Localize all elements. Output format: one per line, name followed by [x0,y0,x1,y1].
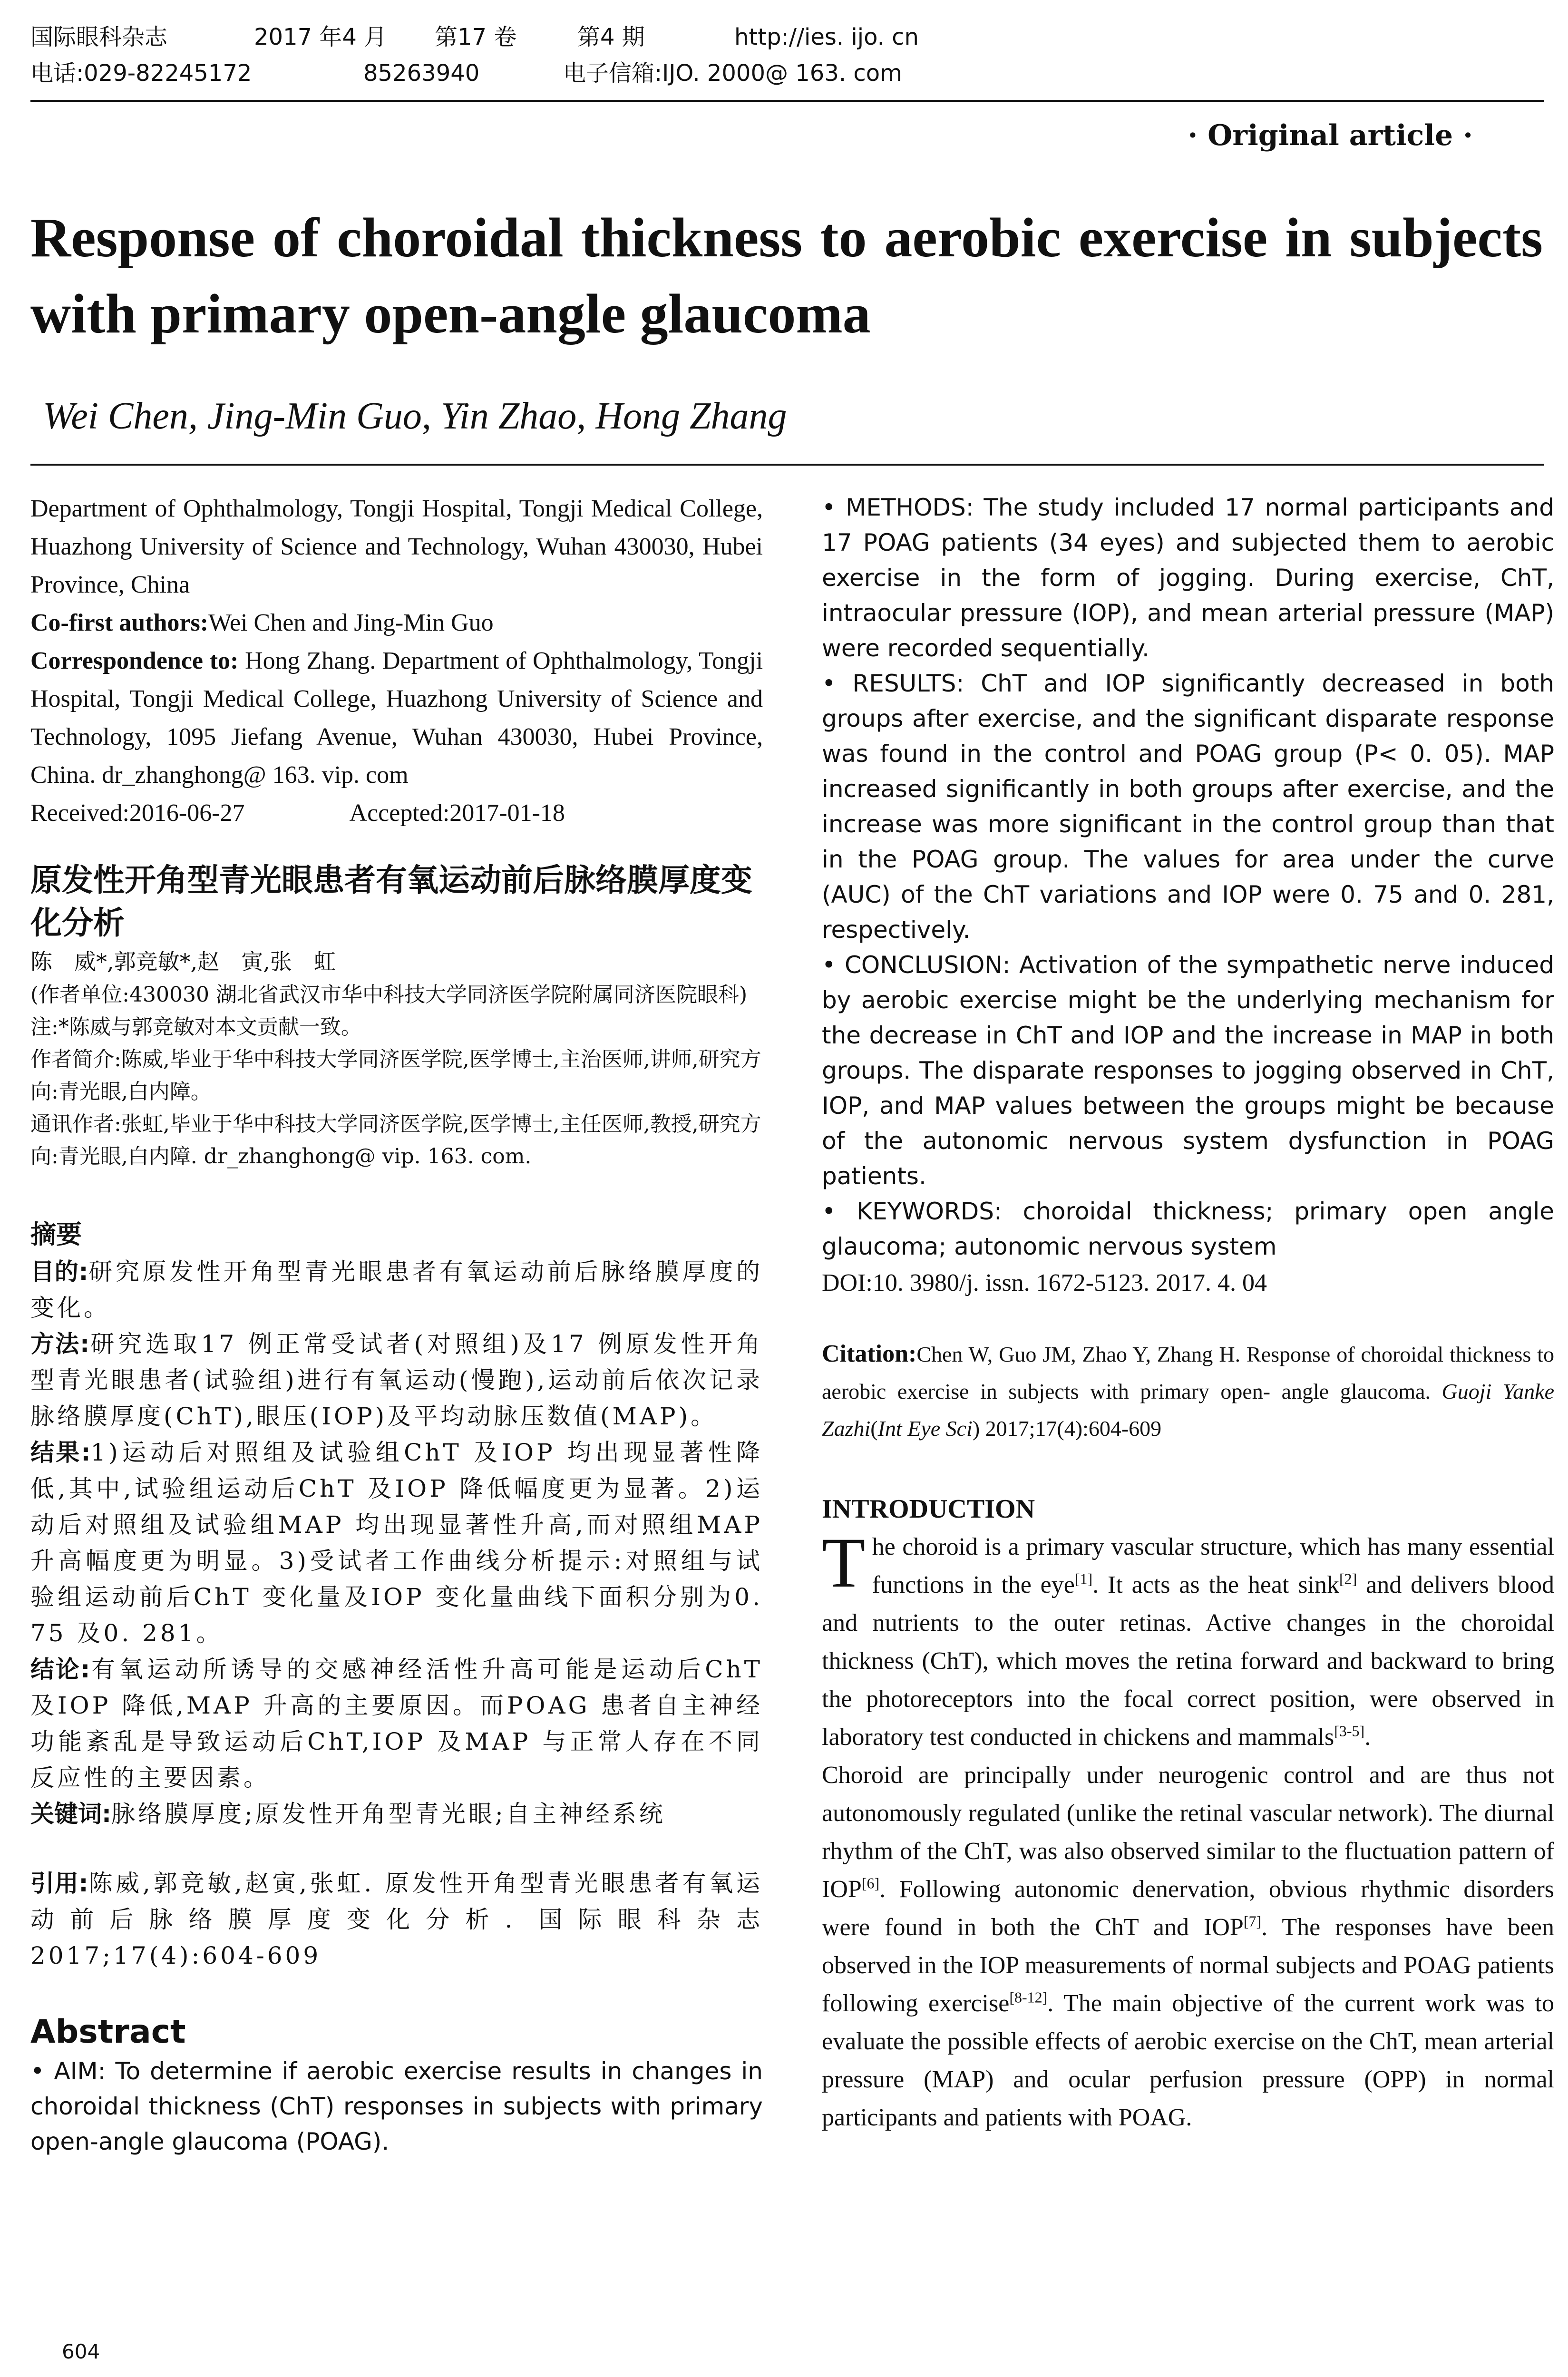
chinese-keywords-label: 关键词: [30,1800,111,1828]
citation-block [822,1335,1554,1447]
chinese-conclusion-text: 有氧运动所诱导的交感神经活性升高可能是运动后ChT 及IOP 降低,MAP 升高的主要原因。而POAG 患者自主神经功能紊乱是导致运动后ChT,IOP 及MAP 与正常人存在不同反应性的主要因素。 [30,1656,763,1792]
chinese-note: 注:*陈威与郭竞敏对本文贡献一致。 [30,1015,362,1039]
chinese-authors: 陈 威*,郭竞敏*,赵 寅,张 虹 [30,949,336,974]
introduction-text [822,1523,1555,2137]
intro-p2c: . The responses have been observed in the IOP measurements of normal subjects and POAG patients following exercise [822,1914,1554,2017]
intro-p2d: . The main objective of the current work was to evaluate the possible effects of aerobic exercise on the ChT, mean arterial pressure (MAP) and ocular perfusion pressure (OPP) in normal participants and patients with POAG. [822,1990,1555,2131]
affiliation-block [30,490,763,832]
chinese-citation-text: 陈威,郭竞敏,赵寅,张虹. 原发性开角型青光眼患者有氧运动前后脉络膜厚度变化分析. 国际眼科杂志 2017;17(4):604-609 [30,1870,763,1969]
left-column [30,490,763,2159]
doi: DOI:10. 3980/j. issn. 1672-5123. 2017. 4. 04 [822,1269,1267,1296]
chinese-results [30,1434,763,1651]
reference-7[interactable]: [7] [1243,1912,1262,1930]
co-first-names: Wei Chen and Jing-Min Guo [208,609,494,636]
abstract-aim-left [30,2054,763,2159]
journal-url[interactable]: http://ies. ijo. cn [734,24,919,50]
chinese-aim [30,1254,763,1326]
abstract-conclusion: • CONCLUSION: Activation of the sympathetic nerve induced by aerobic exercise might be the underlying mechanism for the decrease in ChT and IOP and the increase in MAP in both groups. The disparate responses to jogging observed in ChT, IOP, and MAP values between the groups might be because of the autonomic nervous system dysfunction in POAG patients. [822,951,1554,1190]
journal-email[interactable]: 电子信箱:IJO. 2000@ 163. com [563,60,902,87]
chinese-citation-label: 引用: [30,1870,88,1897]
chinese-methods-label: 方法: [30,1330,90,1358]
chinese-results-text: 1)运动后对照组及试验组ChT 及IOP 均出现显著性降低,其中,试验组运动后ChT 及IOP 降低幅度更为显著。2)运动后对照组及试验组MAP 均出现显著性升高,而对照组MAP 升高幅度更为明显。3)受试者工作曲线分析提示:对照组与试验组运动前后ChT 变化量及IOP 变化量曲线下面积分别为0. 75 及0. 281。 [30,1439,763,1647]
journal-phone: 电话:029-82245172 [30,60,252,87]
journal-phone-2: 85263940 [363,60,480,87]
co-first-label: Co-first authors: [30,609,209,636]
citation-journal: Guoji Yanke Zazhi [822,1379,1554,1441]
issue: 第4 期 [577,24,645,50]
citation-text: Chen W, Guo JM, Zhao Y, Zhang H. Response of choroidal thickness to aerobic exercise in subjects with primary open- angle glaucoma. [822,1342,1554,1403]
received-date: Received:2016-06-27 [30,799,245,827]
english-abstract [822,490,1554,1264]
right-column [822,490,1554,2137]
article-title: Response of choroidal thickness to aerobic exercise in subjects with primary open-angle glaucoma [30,206,1543,345]
chinese-bio: 作者简介:陈威,毕业于华中科技大学同济医学院,医学博士,主治医师,讲师,研究方向:青光眼,白内障。 [30,1047,761,1104]
correspondence-label: Correspondence to: [30,647,239,674]
abstract-keywords: • KEYWORDS: choroidal thickness; primary open angle glaucoma; autonomic nervous system [822,1198,1554,1260]
reference-1[interactable]: [1] [1074,1570,1093,1588]
chinese-keywords [30,1796,763,1832]
journal-name: 国际眼科杂志 [30,24,168,50]
abstract-methods: • METHODS: The study included 17 normal participants and 17 POAG patients (34 eyes) and subjected them to aerobic exercise in the form of jogging. During exercise, ChT, intraocular pressure (IOP), and mean arterial pressure (MAP) were recorded sequentially. [822,494,1554,662]
citation-journal-en: Int Eye Sci [877,1416,973,1441]
author-list: Wei Chen, Jing-Min Guo, Yin Zhao, Hong Zhang [43,395,787,437]
citation-label: Citation: [822,1340,917,1367]
reference-6[interactable]: [6] [861,1874,880,1892]
intro-p1c: and delivers blood and nutrients to the outer retinas. Active changes in the choroidal thickness (ChT), which moves the retina forward and backward to bring the photoreceptors into the focal correct position, were observed in laboratory test conducted in chickens and mammals [822,1571,1554,1751]
chinese-conclusion-label: 结论: [30,1656,90,1683]
correspondence-text: Hong Zhang. Department of Ophthalmology, Tongji Hospital, Tongji Medical College, Huazhong University of Science and Technology, 1095 Jiefang Avenue, Wuhan 430030, Hubei Province, China. dr_zhanghong@ 163. vip. com [30,647,763,789]
reference-8-12[interactable]: [8-12] [1009,1988,1048,2006]
intro-p1a: he choroid is a primary vascular structure, which has many essential functions in the eye [872,1533,1554,1598]
chinese-conclusion [30,1651,763,1796]
citation-paren: ( [870,1416,878,1441]
chinese-methods [30,1326,763,1434]
drop-cap: T [822,1523,866,1602]
title-divider [30,464,1544,466]
article-type: · Original article · [1188,119,1473,152]
department: Department of Ophthalmology, Tongji Hospital, Tongji Medical College, Huazhong University of Science and Technology, Wuhan 430030, Hubei Province, China [30,495,763,598]
chinese-results-label: 结果: [30,1439,91,1466]
introduction-heading: INTRODUCTION [822,1494,1035,1524]
chinese-abstract-heading: 摘要 [30,1219,82,1249]
abstract-results: • RESULTS: ChT and IOP significantly decreased in both groups after exercise, and the significant disparate response was found in the control and POAG group (P< 0. 05). MAP increased significantly in both groups after exercise, and the increase was more significant in the control group than that in the POAG group. The values for area under the curve (AUC) of the ChT variations and IOP were 0. 75 and 0. 281, respectively. [822,670,1554,944]
chinese-aim-text: 研究原发性开角型青光眼患者有氧运动前后脉络膜厚度的变化。 [30,1258,763,1322]
chinese-citation [30,1865,763,1974]
chinese-keywords-text: 脉络膜厚度;原发性开角型青光眼;自主神经系统 [111,1800,666,1828]
correspondence [30,642,763,794]
journal-header [30,19,1533,91]
chinese-correspondence: 通讯作者:张虹,毕业于华中科技大学同济医学院,医学博士,主任医师,教授,研究方向:青光眼,白内障. dr_zhanghong@ vip. 163. com. [30,1112,761,1169]
chinese-title: 原发性开角型青光眼患者有氧运动前后脉络膜厚度变化分析 [30,862,752,941]
chinese-aim-label: 目的: [30,1258,88,1286]
chinese-methods-text: 研究选取17 例正常受试者(对照组)及17 例原发性开角型青光眼患者(试验组)进行有氧运动(慢跑),运动前后依次记录脉络膜厚度(ChT),眼压(IOP)及平均动脉压数值(MAP)。 [30,1330,763,1430]
citation-volume: ) 2017;17(4):604-609 [972,1416,1162,1441]
dates [30,794,763,832]
reference-2[interactable]: [2] [1339,1570,1357,1588]
header-divider [30,100,1544,102]
reference-3-5[interactable]: [3-5] [1334,1722,1365,1740]
intro-p2a: Choroid are principally under neurogenic control and are thus not autonomously regulated (unlike the retinal vascular network). The diurnal rhythm of the ChT, was also observed similar to the fluctuation pattern of IOP [822,1762,1554,1903]
volume: 第17 卷 [435,24,517,50]
intro-p1b: . It acts as the heat sink [1092,1571,1339,1598]
intro-p1d: . [1364,1724,1371,1751]
intro-p2b: . Following autonomic denervation, obvious rhythmic disorders were found in both the ChT and IOP [822,1876,1554,1941]
chinese-unit: (作者单位:430030 湖北省武汉市华中科技大学同济医学院附属同济医院眼科) [30,983,748,1007]
abstract-heading: Abstract [30,2013,186,2051]
co-first-authors [30,604,763,642]
issue-date: 2017 年4 月 [254,24,387,50]
page-number: 604 [62,2340,100,2363]
accepted-date: Accepted:2017-01-18 [349,799,565,827]
abstract-aim: • AIM: To determine if aerobic exercise results in changes in choroidal thickness (ChT) responses in subjects with primary open-angle glaucoma (POAG). [30,2057,763,2155]
